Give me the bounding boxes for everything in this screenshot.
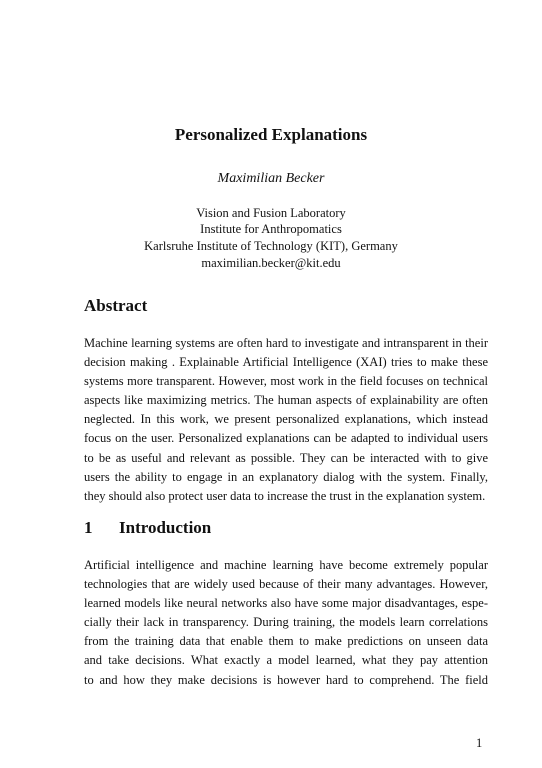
abstract-heading: Abstract	[84, 296, 148, 315]
abstract-line: focus on the user. Personalized explanations can be adapted to individual users	[84, 431, 488, 446]
abstract-line: Machine learning systems are often hard to investigate and intransparent in their	[84, 336, 488, 350]
author-email: maximilian.becker@kit.edu	[201, 256, 341, 270]
abstract-line: decision making . Explainable Artificial Intelligence (XAI) tries to make these	[84, 355, 488, 370]
introduction-line: technologies that are widely used because of their many advantages. However,	[84, 577, 488, 592]
introduction-line: learned models like neural networks also have some major disadvantages, espe-	[84, 596, 488, 611]
introduction-line: cially their lack in transparency. During training, the models learn correlations	[84, 615, 488, 630]
abstract-line: they should also protect user data to increase the trust in the explanation system.	[84, 488, 486, 503]
introduction-line: and take decisions. What exactly a model learned, what they pay attention	[84, 653, 488, 668]
affiliation-university: Karlsruhe Institute of Technology (KIT), Germany	[144, 239, 398, 253]
paper-title: Personalized Explanations	[174, 125, 368, 144]
abstract-line: users the ability to engage in an explanatory dialog with the system. Finally,	[84, 469, 488, 484]
page-number: 1	[476, 736, 483, 750]
abstract-line: to be as useful and relevant as possible. They can be interacted with to give	[84, 450, 488, 465]
abstract-line: neglected. In this work, we present personalized explanations, which instead	[84, 412, 488, 427]
affiliation-institute: Institute for Anthropomatics	[200, 222, 342, 236]
abstract-line: systems more transparent. However, most work in the field focuses on technical	[84, 374, 488, 389]
introduction-line: Artificial intelligence and machine learning have become extremely popular	[84, 558, 488, 572]
introduction-line: to and how they make decisions is however hard to comprehend. The field	[84, 672, 488, 687]
abstract-line: aspects like maximizing metrics. The human aspects of explainability are often	[84, 393, 488, 408]
section-number: 1	[84, 518, 93, 537]
author-name: Maximilian Becker	[217, 171, 325, 186]
abstract-body	[84, 334, 488, 506]
section-title: Introduction	[119, 518, 212, 537]
affiliation-lab: Vision and Fusion Laboratory	[196, 206, 346, 220]
introduction-line: from the training data that enable them to make predictions on unseen data	[84, 634, 488, 649]
section-heading-introduction	[84, 518, 211, 538]
introduction-body	[84, 556, 488, 690]
